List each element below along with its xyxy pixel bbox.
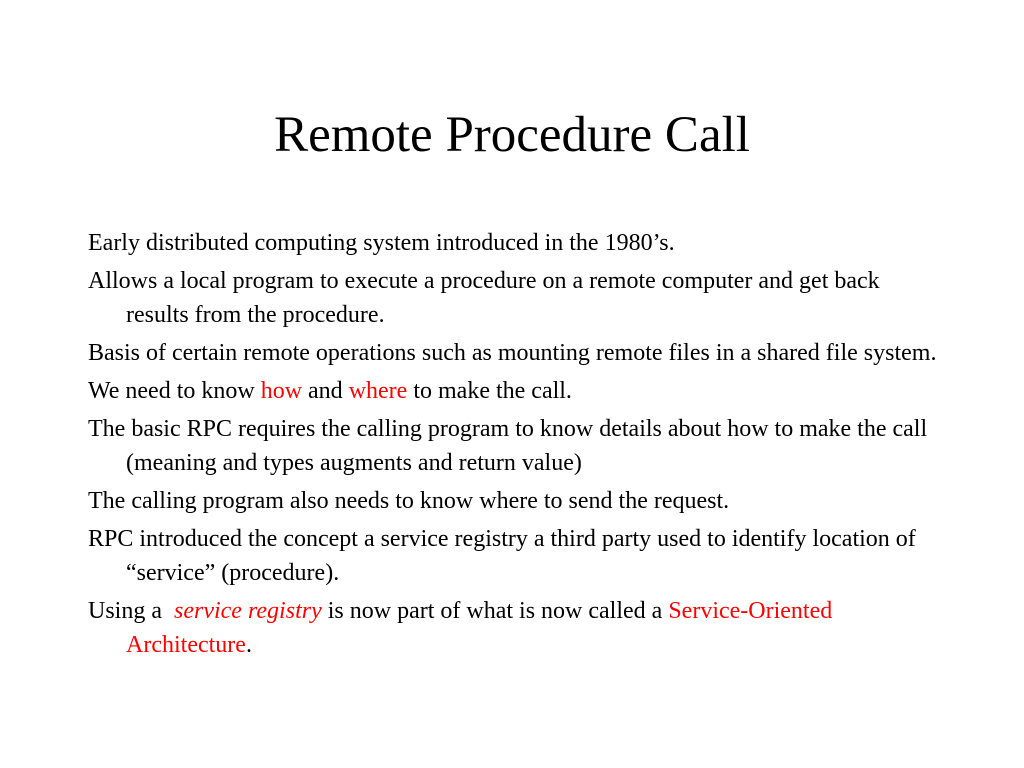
bullet-text: Basis of certain remote operations such as mounting remote files in a shared file system. [88,340,937,366]
emphasis-where: where [348,378,408,404]
bullet-item [88,594,938,662]
emphasis-service-registry: service registry [174,598,322,624]
bullet-item [88,264,938,332]
bullet-list [88,226,938,666]
bullet-text: We need to know [88,378,261,404]
emphasis-soa: Service-Oriented Architecture [126,598,833,658]
bullet-item [88,484,938,518]
bullet-text: Early distributed computing system introduced in the 1980’s. [88,230,675,256]
bullet-text: Allows a local program to execute a procedure on a remote computer and get back results from the procedure. [88,268,880,328]
bullet-item [88,336,938,370]
bullet-text: The calling program also needs to know where to send the request. [88,488,730,514]
bullet-text: and [302,378,349,404]
bullet-text: to make the call. [407,378,572,404]
slide-title: Remote Procedure Call [274,107,750,163]
bullet-text: RPC introduced the concept a service registry a third party used to identify location of “service” (procedure). [88,526,916,586]
bullet-item [88,522,938,590]
bullet-text: is now part of what is now called a [321,598,669,624]
bullet-item [88,226,938,260]
bullet-item [88,374,938,408]
emphasis-how: how [260,378,303,404]
bullet-text: Using a [88,598,174,624]
bullet-text: . [245,632,252,658]
bullet-text: The basic RPC requires the calling program to know details about how to make the call (meaning and types augments and return value) [88,416,928,476]
bullet-item [88,412,938,480]
